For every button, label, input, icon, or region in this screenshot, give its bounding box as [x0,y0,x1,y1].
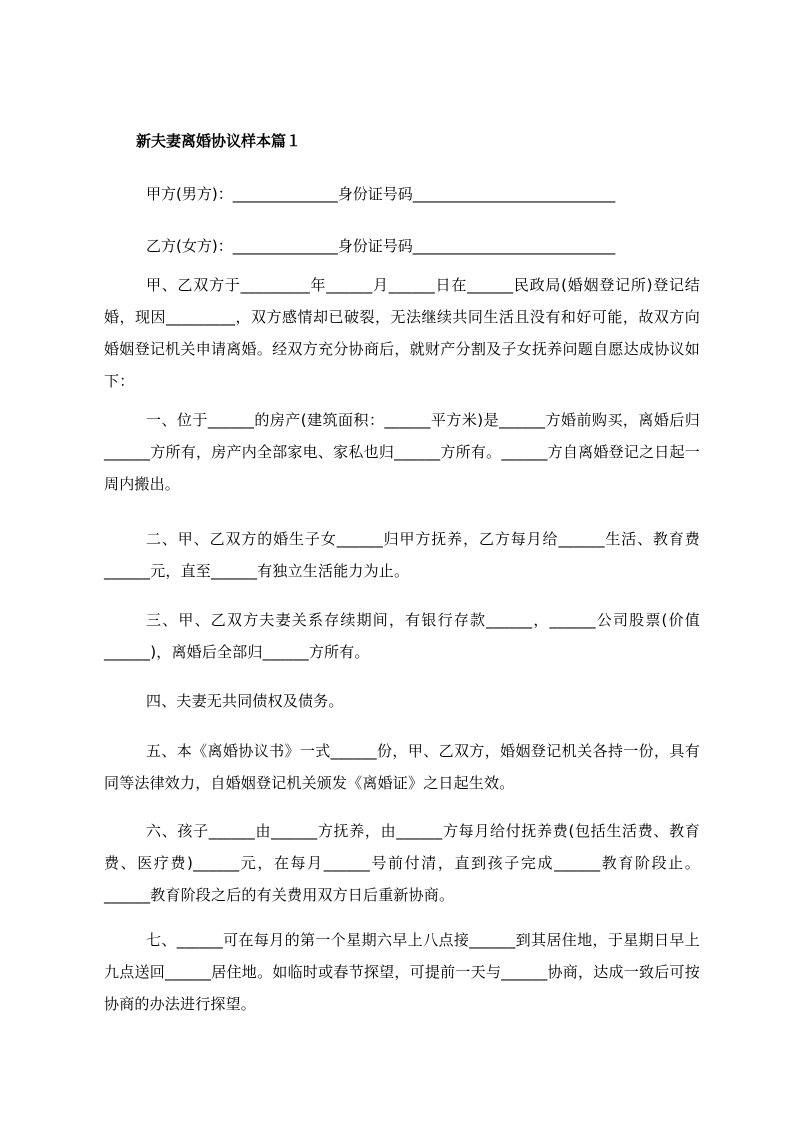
clause-3-paragraph: 三、甲、乙双方夫妻关系存续期间，有银行存款______，______公司股票(价值______)，离婚后全部归______方所有。 [104,611,700,661]
clause-7-paragraph: 七、______可在每月的第一个星期六早上八点接______到其居住地，于星期日早上九点送回______居住地。如临时或春节探望，可提前一天与______协商，达成一致后可按协商的办法进行探望。 [104,931,700,1013]
intro-paragraph: 甲、乙双方于_________年______月______日在______民政局(婚姻登记所)登记结婚，现因_________，双方感情却已破裂，无法继续共同生活且没有和好可能，故双方向婚姻登记机关申请离婚。经双方充分协商后，就财产分割及子女抚养问题自愿达成协议如下： [104,276,700,390]
clause-2-paragraph: 二、甲、乙双方的婚生子女______归甲方抚养，乙方每月给______生活、教育费______元，直至______有独立生活能力为止。 [104,530,700,580]
clause-1-paragraph: 一、位于______的房产(建筑面积：______平方米)是______方婚前购买，离婚后归______方所有，房产内全部家电、家私也归______方所有。______方自离婚登记之日起一周内搬出。 [104,411,700,493]
party-b-line: 乙方(女方)：______________身份证号码___________________________ [146,237,616,255]
document-title: 新夫妻离婚协议样本篇１ [136,132,302,150]
clause-6-paragraph: 六、孩子______由______方抚养，由______方每月给付抚养费(包括生活费、教育费、医疗费)______元，在每月______号前付清，直到孩子完成______教育阶段止。______教育阶段之后的有关费用双方日后重新协商。 [104,822,700,904]
clause-5-paragraph: 五、本《离婚协议书》一式______份，甲、乙双方，婚姻登记机关各持一份，具有同等法律效力，自婚姻登记机关颁发《离婚证》之日起生效。 [104,742,700,792]
party-a-line: 甲方(男方)：______________身份证号码___________________________ [146,185,616,203]
clause-4-paragraph: 四、夫妻无共同债权及债务。 [146,692,344,710]
